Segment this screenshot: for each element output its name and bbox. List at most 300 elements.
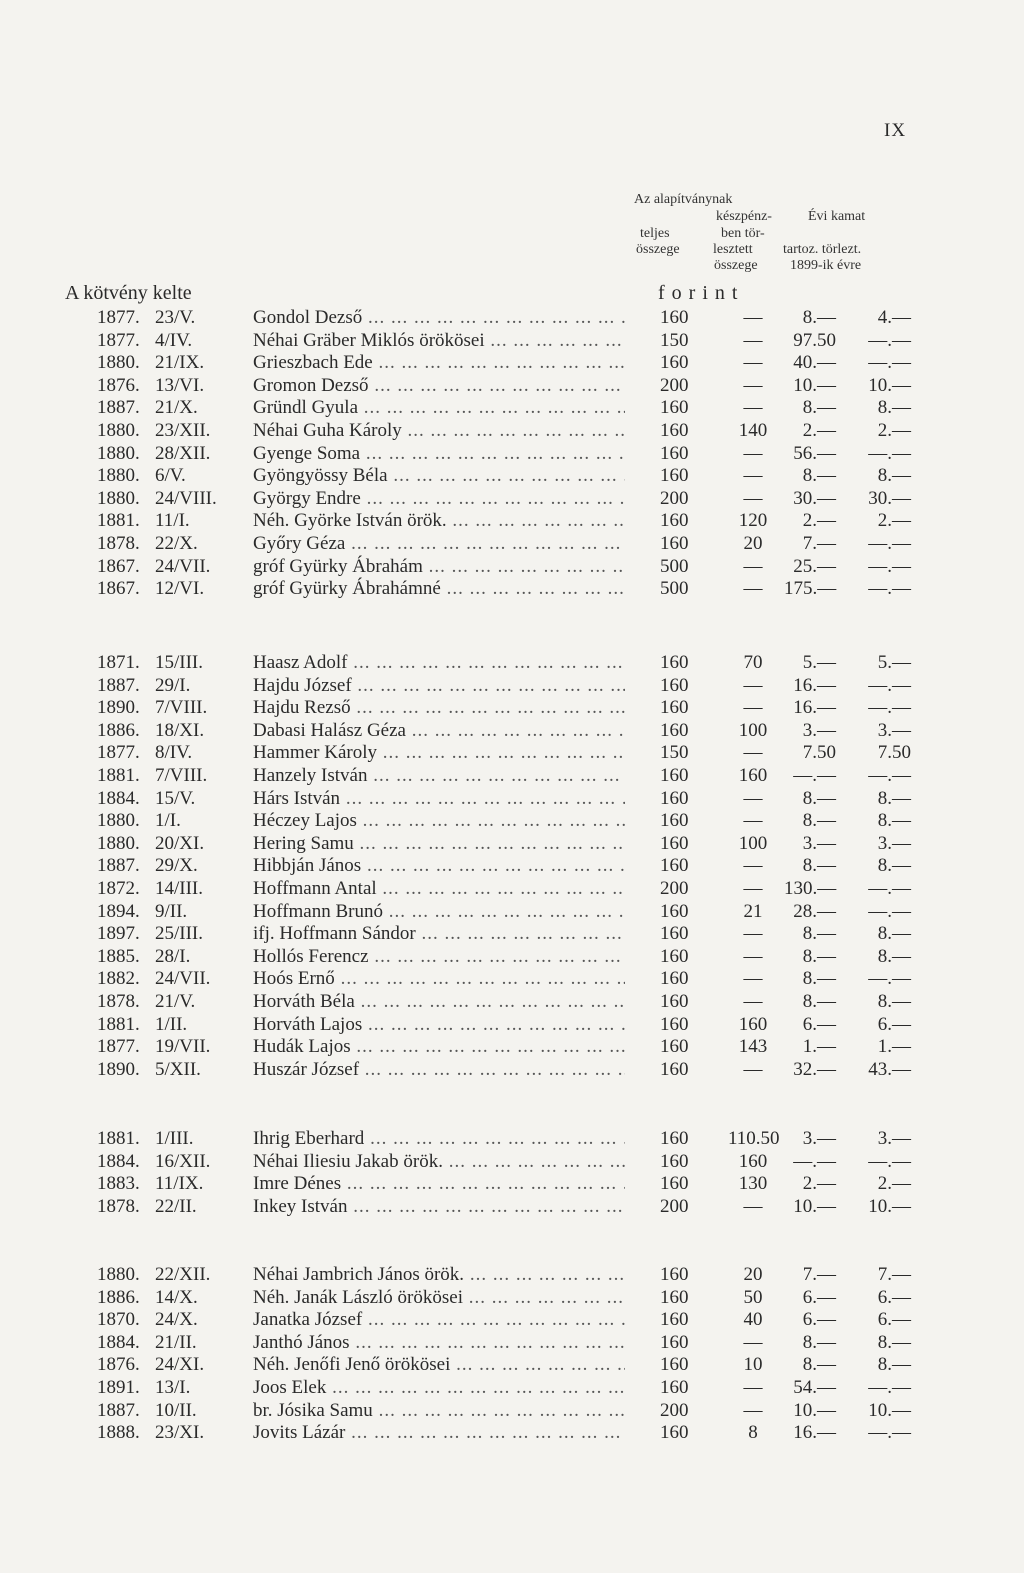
row-date: 16/XII. (155, 1150, 211, 1172)
row-paid: 21 (743, 900, 763, 922)
row-total: 160 (660, 465, 689, 487)
row-paid: 70 (743, 652, 763, 673)
row-paid: — (743, 697, 763, 719)
row-total: 160 (660, 832, 689, 854)
header-total-line1: teljes (640, 226, 670, 241)
row-name: Haasz Adolf ... . (253, 651, 625, 674)
row-annual: 8.— (877, 991, 911, 1012)
row-name: Néhai Iliesiu Jakab örök. ... . (253, 1150, 625, 1173)
row-total: 160 (660, 420, 689, 441)
row-year: 1884. (97, 1331, 140, 1353)
row-total: 200 (660, 1195, 689, 1217)
row-name: gróf Gyürky Ábrahám ... . (253, 555, 625, 578)
row-date: 24/VII. (155, 555, 211, 577)
row-due: 5.— (802, 652, 836, 673)
row-name: Gromon Dezső ... . (253, 374, 625, 397)
row-annual: 4.— (877, 307, 911, 328)
table-row (0, 1150, 1024, 1173)
row-date: 11/I. (155, 510, 190, 532)
row-due: 3.— (802, 719, 836, 741)
row-name: Héczey Lajos ... . (253, 809, 625, 832)
row-annual: 8.— (877, 810, 911, 832)
row-year: 1888. (97, 1422, 140, 1444)
row-annual: —.— (868, 442, 911, 464)
row-total: 160 (660, 1150, 689, 1172)
row-name: Hoós Ernő ... . (253, 967, 625, 990)
row-paid: — (743, 442, 763, 464)
row-annual: 6.— (877, 1013, 911, 1035)
row-annual: 8.— (877, 923, 911, 945)
row-due: 97.50 (793, 329, 836, 351)
row-paid: 160 (738, 1013, 768, 1035)
row-name: Gondol Dezső ... . (253, 306, 625, 329)
table-row (0, 1308, 1024, 1331)
row-total: 150 (660, 329, 689, 351)
row-year: 1881. (97, 510, 140, 532)
row-due: 1.— (802, 1036, 836, 1058)
row-name: Néhai Gräber Miklós örökösei ... . (253, 329, 625, 352)
row-name: Horváth Lajos ... . (253, 1013, 625, 1036)
table-row (0, 1399, 1024, 1422)
row-due: —.— (793, 1150, 836, 1172)
row-date: 23/XI. (155, 1422, 205, 1444)
row-year: 1877. (97, 307, 140, 328)
row-due: 3.— (802, 1128, 836, 1149)
row-due: 6.— (802, 1286, 836, 1308)
row-name: Győry Géza ... . (253, 532, 625, 555)
row-annual: 10.— (868, 374, 911, 396)
table-row (0, 419, 1024, 442)
row-date: 21/V. (155, 991, 196, 1012)
table-row (0, 967, 1024, 990)
row-annual: —.— (868, 1422, 911, 1444)
row-annual: 3.— (877, 832, 911, 854)
row-name: Huszár József ... . (253, 1058, 625, 1081)
row-date: 23/V. (155, 307, 196, 328)
row-paid: — (743, 1058, 763, 1080)
row-due: 2.— (802, 1173, 836, 1195)
row-year: 1890. (97, 697, 140, 719)
table-row (0, 674, 1024, 697)
row-due: 16.— (793, 674, 836, 696)
header-paid-line4: összege (714, 258, 758, 273)
row-date: 24/XI. (155, 1354, 205, 1376)
row-annual: 2.— (877, 420, 911, 441)
row-name: Janatka József ... . (253, 1308, 625, 1331)
row-total: 500 (660, 578, 689, 600)
row-name: Hoffmann Antal ... . (253, 877, 625, 900)
row-total: 150 (660, 742, 689, 764)
table-row (0, 555, 1024, 578)
row-year: 1876. (97, 1354, 140, 1376)
row-due: 8.— (802, 397, 836, 419)
table-row (0, 306, 1024, 329)
table-row (0, 1127, 1024, 1150)
currency-label: forint (658, 282, 745, 304)
row-annual: 2.— (877, 1173, 911, 1195)
row-paid: — (743, 352, 763, 374)
row-total: 160 (660, 697, 689, 719)
table-row (0, 719, 1024, 742)
row-date: 8/IV. (155, 742, 193, 764)
row-year: 1870. (97, 1309, 140, 1331)
row-year: 1871. (97, 652, 140, 673)
row-year: 1881. (97, 1013, 140, 1035)
row-annual: 10.— (868, 1399, 911, 1421)
row-due: 2.— (802, 510, 836, 532)
row-total: 160 (660, 1354, 689, 1376)
table-row (0, 787, 1024, 810)
row-due: 8.— (802, 1354, 836, 1376)
row-name: Néhai Guha Károly ... . (253, 419, 625, 442)
table-row (0, 854, 1024, 877)
header-interest-line2: tartoz. törlezt. (783, 242, 862, 257)
row-date: 25/III. (155, 923, 204, 945)
table-row (0, 1013, 1024, 1036)
row-due: 8.— (802, 968, 836, 990)
row-year: 1880. (97, 832, 140, 854)
row-annual: 7.— (877, 1264, 911, 1285)
row-annual: 3.— (877, 719, 911, 741)
row-annual: 2.— (877, 510, 911, 532)
row-annual: —.— (868, 555, 911, 577)
row-year: 1880. (97, 465, 140, 487)
row-total: 200 (660, 1399, 689, 1421)
header-paid-line1: készpénz- (716, 209, 772, 224)
row-year: 1877. (97, 329, 140, 351)
row-annual: 8.— (877, 787, 911, 809)
row-date: 6/V. (155, 465, 186, 487)
row-name: Néhai Jambrich János örök. ... . (253, 1263, 625, 1286)
row-due: 8.— (802, 923, 836, 945)
row-name: gróf Gyürky Ábrahámné ... . (253, 577, 625, 600)
row-year: 1890. (97, 1058, 140, 1080)
table-row (0, 990, 1024, 1013)
table-row (0, 1263, 1024, 1286)
row-annual: —.— (868, 578, 911, 600)
row-total: 160 (660, 533, 689, 554)
row-date: 14/X. (155, 1286, 198, 1308)
row-date: 23/XII. (155, 420, 211, 441)
row-year: 1867. (97, 578, 140, 600)
row-name: Hajdu Rezső ... . (253, 696, 625, 719)
row-total: 160 (660, 991, 689, 1012)
table-row (0, 396, 1024, 419)
row-paid: 10 (743, 1354, 763, 1376)
row-total: 160 (660, 1173, 689, 1195)
row-total: 200 (660, 374, 689, 396)
row-paid: — (743, 855, 763, 877)
row-annual: —.— (868, 878, 911, 899)
row-annual: 5.— (877, 652, 911, 673)
row-date: 1/II. (155, 1013, 188, 1035)
row-name: Néh. Janák László örökösei ... . (253, 1286, 625, 1309)
row-date: 18/XI. (155, 719, 205, 741)
row-name: Jovits Lázár ... . (253, 1421, 625, 1444)
row-annual: 8.— (877, 1354, 911, 1376)
row-annual: —.— (868, 533, 911, 554)
row-annual: —.— (868, 765, 911, 786)
row-total: 160 (660, 674, 689, 696)
row-annual: 8.— (877, 855, 911, 877)
row-year: 1897. (97, 923, 140, 945)
row-year: 1872. (97, 878, 140, 899)
row-due: 7.— (802, 1264, 836, 1285)
row-name: Néh. Jenőfi Jenő örökösei ... . (253, 1353, 625, 1376)
row-name: Hárs István ... . (253, 787, 625, 810)
row-date: 13/I. (155, 1377, 191, 1398)
table-row (0, 351, 1024, 374)
row-annual: 3.— (877, 1128, 911, 1149)
row-date: 1/I. (155, 810, 181, 832)
row-annual: 6.— (877, 1309, 911, 1331)
row-paid: 100 (738, 832, 768, 854)
row-name: Hudák Lajos ... . (253, 1035, 625, 1058)
row-total: 160 (660, 923, 689, 945)
table-row (0, 442, 1024, 465)
row-date: 5/XII. (155, 1058, 201, 1080)
row-date: 13/VI. (155, 374, 205, 396)
row-name: Hammer Károly ... . (253, 741, 625, 764)
row-year: 1877. (97, 1036, 140, 1058)
row-year: 1880. (97, 1264, 140, 1285)
header-group-title: Az alapítványnak (634, 192, 733, 207)
row-due: 8.— (802, 810, 836, 832)
row-total: 160 (660, 1422, 689, 1444)
row-year: 1881. (97, 1128, 140, 1149)
table-row (0, 764, 1024, 787)
row-total: 160 (660, 307, 689, 328)
row-year: 1880. (97, 420, 140, 441)
row-total: 200 (660, 487, 689, 509)
table-row (0, 1331, 1024, 1354)
row-year: 1884. (97, 787, 140, 809)
row-due: 3.— (802, 832, 836, 854)
row-year: 1882. (97, 968, 140, 990)
row-year: 1880. (97, 442, 140, 464)
row-year: 1883. (97, 1173, 140, 1195)
row-year: 1867. (97, 555, 140, 577)
row-date: 29/I. (155, 674, 191, 696)
row-total: 160 (660, 652, 689, 673)
row-annual: 30.— (868, 487, 911, 509)
table-row (0, 877, 1024, 900)
row-annual: —.— (868, 329, 911, 351)
table-row (0, 1035, 1024, 1058)
row-due: 56.— (793, 442, 836, 464)
table-row (0, 1058, 1024, 1081)
row-due: 10.— (793, 1195, 836, 1217)
row-paid: 50 (743, 1286, 763, 1308)
row-total: 160 (660, 1377, 689, 1398)
row-name: Néh. Györke István örök. ... . (253, 509, 625, 532)
row-date: 21/II. (155, 1331, 197, 1353)
row-total: 160 (660, 1013, 689, 1035)
row-name: Hibbján János ... . (253, 854, 625, 877)
row-year: 1880. (97, 810, 140, 832)
row-paid: — (743, 578, 763, 600)
row-date: 21/X. (155, 397, 198, 419)
row-due: 6.— (802, 1013, 836, 1035)
row-due: 8.— (802, 945, 836, 967)
row-paid: 130 (738, 1173, 768, 1195)
row-paid: — (743, 487, 763, 509)
row-total: 160 (660, 1036, 689, 1058)
header-total-line2: összege (636, 242, 680, 257)
row-paid: — (743, 374, 763, 396)
row-name: Grieszbach Ede ... . (253, 351, 625, 374)
row-annual: 6.— (877, 1286, 911, 1308)
row-due: —.— (793, 765, 836, 786)
row-date: 21/IX. (155, 352, 205, 374)
table-row (0, 832, 1024, 855)
row-annual: 7.50 (877, 742, 911, 764)
row-year: 1887. (97, 674, 140, 696)
date-column-label: A kötvény kelte (65, 282, 192, 304)
row-total: 160 (660, 787, 689, 809)
row-due: 2.— (802, 420, 836, 441)
row-total: 200 (660, 878, 689, 899)
row-name: Inkey István ... . (253, 1195, 625, 1218)
row-total: 160 (660, 1128, 689, 1149)
row-annual: —.— (868, 1150, 911, 1172)
row-date: 15/III. (155, 652, 204, 673)
row-date: 24/VIII. (155, 487, 217, 509)
row-due: 7.— (802, 533, 836, 554)
row-paid: — (743, 968, 763, 990)
row-date: 7/VIII. (155, 697, 208, 719)
row-paid: — (743, 674, 763, 696)
row-date: 22/X. (155, 533, 198, 554)
row-name: Hoffmann Brunó ... . (253, 900, 625, 923)
row-annual: —.— (868, 968, 911, 990)
row-annual: 8.— (877, 1331, 911, 1353)
row-year: 1891. (97, 1377, 140, 1398)
row-date: 14/III. (155, 878, 204, 899)
row-paid: — (743, 397, 763, 419)
row-year: 1885. (97, 945, 140, 967)
row-date: 9/II. (155, 900, 188, 922)
table-row (0, 1195, 1024, 1218)
row-year: 1880. (97, 352, 140, 374)
table-row (0, 577, 1024, 600)
row-date: 15/V. (155, 787, 196, 809)
header-paid-line2: ben tör- (721, 226, 765, 241)
row-date: 10/II. (155, 1399, 197, 1421)
row-due: 6.— (802, 1309, 836, 1331)
row-due: 30.— (793, 487, 836, 509)
row-date: 1/III. (155, 1128, 194, 1149)
row-name: br. Jósika Samu ... . (253, 1399, 625, 1422)
row-annual: —.— (868, 697, 911, 719)
row-paid: 20 (743, 533, 763, 554)
row-total: 160 (660, 1286, 689, 1308)
row-year: 1886. (97, 719, 140, 741)
table-row (0, 509, 1024, 532)
row-paid: — (743, 923, 763, 945)
row-due: 8.— (802, 465, 836, 487)
row-date: 22/XII. (155, 1264, 211, 1285)
row-name: Dabasi Halász Géza ... . (253, 719, 625, 742)
row-due: 175.— (784, 578, 837, 600)
row-date: 22/II. (155, 1195, 197, 1217)
row-date: 7/VIII. (155, 765, 208, 786)
row-name: Gründl Gyula ... . (253, 396, 625, 419)
table-row (0, 532, 1024, 555)
table-row (0, 696, 1024, 719)
row-total: 160 (660, 510, 689, 532)
row-year: 1881. (97, 765, 140, 786)
row-total: 160 (660, 945, 689, 967)
row-annual: 1.— (877, 1036, 911, 1058)
row-due: 16.— (793, 697, 836, 719)
row-annual: 8.— (877, 465, 911, 487)
row-paid: 110.50 (728, 1128, 780, 1149)
row-paid: 8 (748, 1422, 758, 1444)
row-name: Hollós Ferencz ... . (253, 945, 625, 968)
table-row (0, 1286, 1024, 1309)
row-due: 10.— (793, 1399, 836, 1421)
row-name: Ihrig Eberhard ... . (253, 1127, 625, 1150)
row-total: 500 (660, 555, 689, 577)
row-total: 160 (660, 855, 689, 877)
row-paid: — (743, 810, 763, 832)
row-paid: — (743, 465, 763, 487)
row-date: 24/X. (155, 1309, 198, 1331)
row-due: 8.— (802, 307, 836, 328)
table-row (0, 1172, 1024, 1195)
row-annual: 10.— (868, 1195, 911, 1217)
row-due: 32.— (793, 1058, 836, 1080)
row-paid: 160 (738, 1150, 768, 1172)
row-paid: — (743, 555, 763, 577)
row-paid: 120 (738, 510, 768, 532)
table-row (0, 464, 1024, 487)
row-due: 130.— (784, 878, 837, 899)
row-paid: — (743, 1399, 763, 1421)
row-name: ifj. Hoffmann Sándor ... . (253, 922, 625, 945)
row-due: 16.— (793, 1422, 836, 1444)
table-row (0, 329, 1024, 352)
row-due: 8.— (802, 991, 836, 1012)
row-year: 1884. (97, 1150, 140, 1172)
row-date: 29/X. (155, 855, 198, 877)
row-name: Horváth Béla ... . (253, 990, 625, 1013)
row-year: 1878. (97, 533, 140, 554)
table-row (0, 945, 1024, 968)
table-row (0, 487, 1024, 510)
row-paid: — (743, 878, 763, 899)
row-year: 1894. (97, 900, 140, 922)
row-paid: — (743, 307, 763, 328)
row-due: 40.— (793, 352, 836, 374)
row-name: Hanzely István ... . (253, 764, 625, 787)
row-annual: —.— (868, 674, 911, 696)
row-name: Imre Dénes ... . (253, 1172, 625, 1195)
row-due: 25.— (793, 555, 836, 577)
row-total: 160 (660, 1331, 689, 1353)
row-due: 8.— (802, 855, 836, 877)
row-annual: —.— (868, 352, 911, 374)
row-annual: —.— (868, 1377, 911, 1398)
row-total: 160 (660, 397, 689, 419)
row-paid: — (743, 1331, 763, 1353)
row-annual: 8.— (877, 397, 911, 419)
row-date: 11/IX. (155, 1173, 204, 1195)
row-due: 8.— (802, 787, 836, 809)
row-date: 28/XII. (155, 442, 211, 464)
table-row (0, 809, 1024, 832)
